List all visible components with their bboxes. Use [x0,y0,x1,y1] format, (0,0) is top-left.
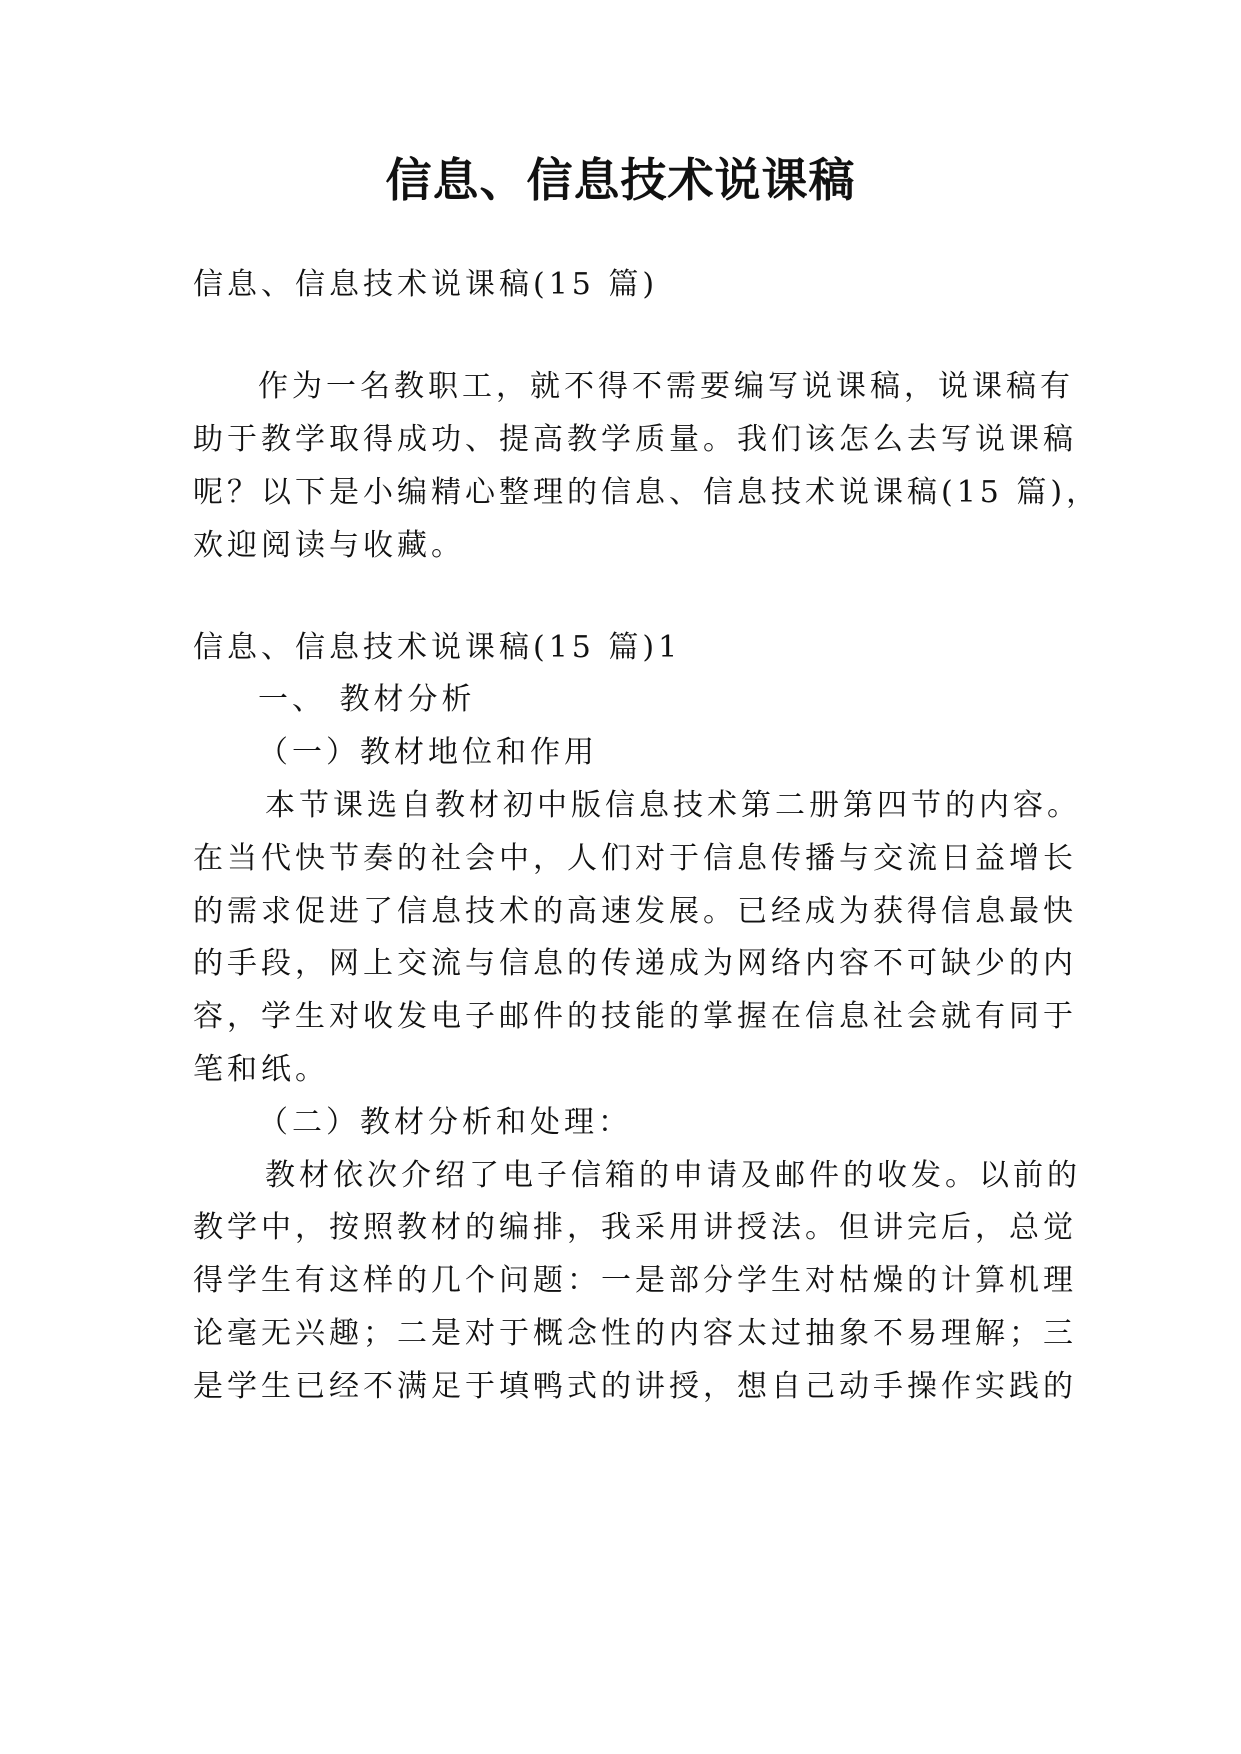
para-1-line-1: 本节课选自教材初中版信息技术第二册第四节的内容。 [265,788,1081,823]
heading-material-processing: （二）教材分析和处理： [258,1105,632,1140]
para-1-line-6: 笔和纸。 [193,1052,329,1087]
section-title: 信息、信息技术说课稿(15 篇)1 [193,630,682,665]
intro-line-4: 欢迎阅读与收藏。 [193,528,465,563]
para-2-line-5: 是学生已经不满足于填鸭式的讲授，想自己动手操作实践的 [193,1369,1077,1404]
heading-teaching-material-analysis: 一、 教材分析 [258,682,476,717]
intro-line-2: 助于教学取得成功、提高教学质量。我们该怎么去写说课稿 [193,422,1077,457]
para-1-line-2: 在当代快节奏的社会中，人们对于信息传播与交流日益增长 [193,841,1077,876]
document-title: 信息、信息技术说课稿 [385,153,856,207]
para-2-line-4: 论毫无兴趣；二是对于概念性的内容太过抽象不易理解；三 [193,1316,1077,1351]
intro-line-3: 呢？以下是小编精心整理的信息、信息技术说课稿(15 篇)， [193,475,1101,510]
para-1-line-3: 的需求促进了信息技术的高速发展。已经成为获得信息最快 [193,894,1077,929]
heading-material-position: （一）教材地位和作用 [258,735,598,770]
para-2-line-2: 教学中，按照教材的编排，我采用讲授法。但讲完后，总觉 [193,1210,1077,1245]
para-1-line-4: 的手段，网上交流与信息的传递成为网络内容不可缺少的内 [193,946,1077,981]
para-2-line-3: 得学生有这样的几个问题：一是部分学生对枯燥的计算机理 [193,1263,1077,1298]
document-subtitle: 信息、信息技术说课稿(15 篇) [193,267,659,302]
para-2-line-1: 教材依次介绍了电子信箱的申请及邮件的收发。以前的 [265,1158,1081,1193]
para-1-line-5: 容，学生对收发电子邮件的技能的掌握在信息社会就有同于 [193,999,1077,1034]
intro-line-1: 作为一名教职工，就不得不需要编写说课稿，说课稿有 [258,369,1074,404]
